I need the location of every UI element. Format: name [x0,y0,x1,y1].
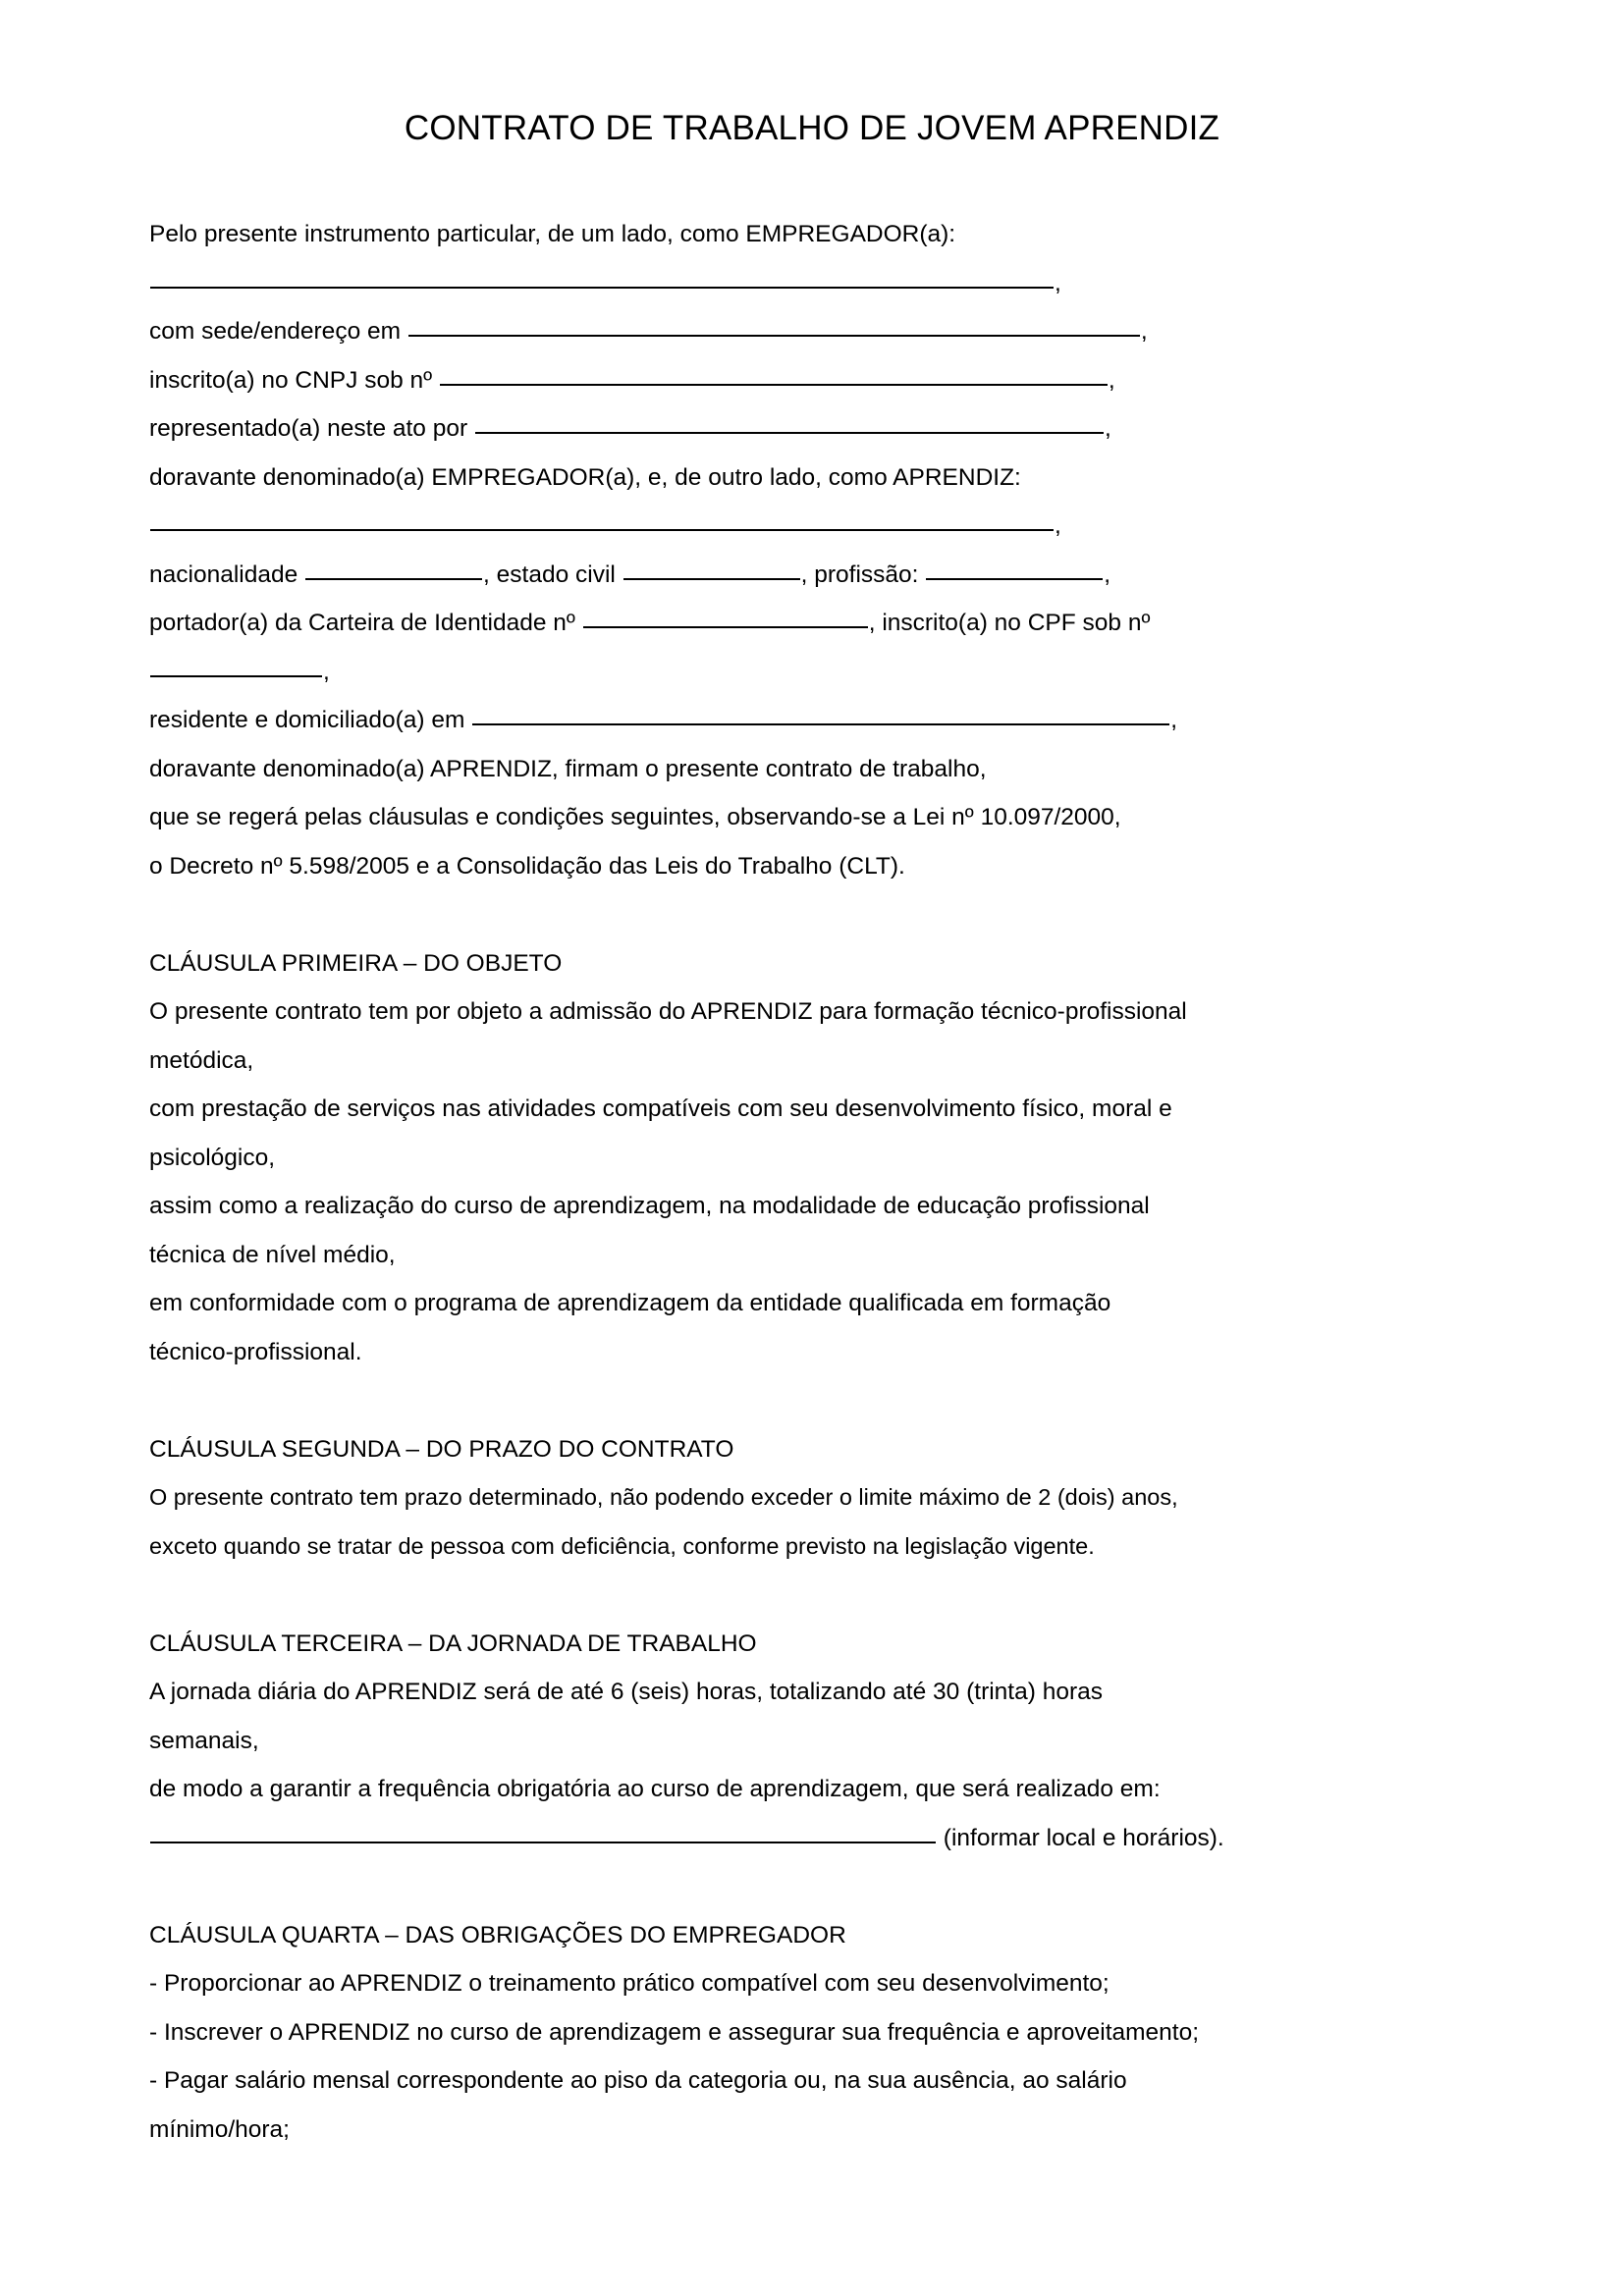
clause-3-heading: CLÁUSULA TERCEIRA – DA JORNADA DE TRABALHO [149,1629,757,1657]
clause-2-line-2: exceto quando se tratar de pessoa com deficiência, conforme previsto na legislação vigente. [149,1532,1095,1559]
clause-4-heading: CLÁUSULA QUARTA – DAS OBRIGAÇÕES DO EMPREGADOR [149,1921,846,1949]
clause-1-heading: CLÁUSULA PRIMEIRA – DO OBJETO [149,949,563,977]
clause-1-line-8: técnico-profissional. [149,1338,362,1365]
employer-address-suffix: , [1140,318,1148,345]
course-location-note: (informar local e horários). [937,1824,1224,1851]
employer-name-suffix: , [1055,269,1061,296]
section-spacer [149,890,1485,939]
residence-label: residente e domiciliado(a) em [149,707,472,733]
apprentice-name-field-line [149,502,1485,551]
employer-cnpj-suffix: , [1108,366,1115,394]
clause-3-line-1: A jornada diária do APRENDIZ será de até 6 (seis) horas, totalizando até 30 (trinta) horas [149,1679,1103,1705]
clause-3-line-2: semanais, [149,1727,259,1754]
clause-1-line-1: O presente contrato tem por objeto a admissão do APRENDIZ para formação técnico-profissional [149,998,1187,1025]
employer-address-blank[interactable] [408,316,1140,337]
apprentice-identity-line [149,599,1485,648]
clause-3-location-line [149,1814,1485,1863]
profession-blank[interactable] [926,560,1103,580]
apprentice-name-suffix: , [1055,512,1061,539]
law-reference-line-1: que se regerá pelas cláusulas e condições seguintes, observando-se a Lei nº 10.097/2000, [149,804,1121,830]
employer-address-label: com sede/endereço em [149,318,407,345]
residence-suffix: , [1170,707,1177,733]
clause-2-line-1: O presente contrato tem prazo determinado, não podendo exceder o limite máximo de 2 (dois) anos, [149,1484,1178,1510]
cpf-number-blank[interactable] [150,657,322,677]
clause-1-line-5: assim como a realização do curso de aprendizagem, na modalidade de educação profissional [149,1193,1150,1219]
clause-1-line-6: técnica de nível médio, [149,1241,396,1268]
employer-name-blank[interactable] [150,268,1054,289]
document-body [149,210,1485,2154]
apprentice-personal-line [149,551,1485,600]
page-title: CONTRATO DE TRABALHO DE JOVEM APRENDIZ [404,109,1220,147]
employer-address-line [149,307,1485,356]
clause-1-line-3: com prestação de serviços nas atividades compatíveis com seu desenvolvimento físico, moral e [149,1095,1172,1122]
employer-cnpj-line [149,356,1485,405]
nationality-label: nacionalidade [149,561,305,588]
residence-blank[interactable] [472,705,1169,725]
employer-name-field-line [149,259,1485,308]
section-spacer [149,1376,1485,1425]
clause-1-line-4: psicológico, [149,1144,276,1171]
employer-representative-line [149,404,1485,454]
clause-1-line-2: metódica, [149,1046,254,1074]
cpf-label: , inscrito(a) no CPF sob nº [868,610,1151,636]
profession-label: , profissão: [800,561,926,588]
employer-cnpj-label: inscrito(a) no CNPJ sob nº [149,366,439,394]
employer-representative-blank[interactable] [475,413,1104,434]
personal-suffix: , [1104,561,1111,588]
clause-4-item-3: - Pagar salário mensal correspondente ao piso da categoria ou, na sua ausência, ao salário [149,2067,1127,2094]
apprentice-residence-line [149,696,1485,745]
nationality-blank[interactable] [305,560,482,580]
clause-4-item-3-cont: mínimo/hora; [149,2115,290,2143]
employer-representative-suffix: , [1104,415,1111,442]
apprentice-name-blank[interactable] [150,510,1054,531]
marital-status-label: , estado civil [483,561,623,588]
clause-2-heading: CLÁUSULA SEGUNDA – DO PRAZO DO CONTRATO [149,1435,734,1463]
section-spacer [149,1571,1485,1620]
employer-representative-label: representado(a) neste ato por [149,415,474,442]
denominated-apprentice-line: doravante denominado(a) APRENDIZ, firmam o presente contrato de trabalho, [149,755,987,782]
employer-cnpj-blank[interactable] [440,365,1108,386]
cpf-suffix: , [323,658,330,685]
identity-number-blank[interactable] [583,608,868,628]
denominated-employer-line: doravante denominado(a) EMPREGADOR(a), e, de outro lado, como APRENDIZ: [149,463,1021,491]
preamble-intro: Pelo presente instrumento particular, de um lado, como EMPREGADOR(a): [149,221,956,247]
clause-1-line-7: em conformidade com o programa de aprendizagem da entidade qualificada em formação [149,1290,1111,1316]
clause-3-line-3: de modo a garantir a frequência obrigatória ao curso de aprendizagem, que será realizado em: [149,1776,1161,1802]
identity-label: portador(a) da Carteira de Identidade nº [149,610,582,636]
marital-status-blank[interactable] [623,560,800,580]
clause-4-item-1: - Proporcionar ao APRENDIZ o treinamento prático compatível com seu desenvolvimento; [149,1970,1110,1997]
clause-4-item-2: - Inscrever o APRENDIZ no curso de aprendizagem e assegurar sua frequência e aproveitamento; [149,2018,1200,2046]
law-reference-line-2: o Decreto nº 5.598/2005 e a Consolidação das Leis do Trabalho (CLT). [149,852,905,880]
section-spacer [149,1862,1485,1911]
course-location-blank[interactable] [150,1823,936,1843]
apprentice-cpf-line [149,648,1485,697]
